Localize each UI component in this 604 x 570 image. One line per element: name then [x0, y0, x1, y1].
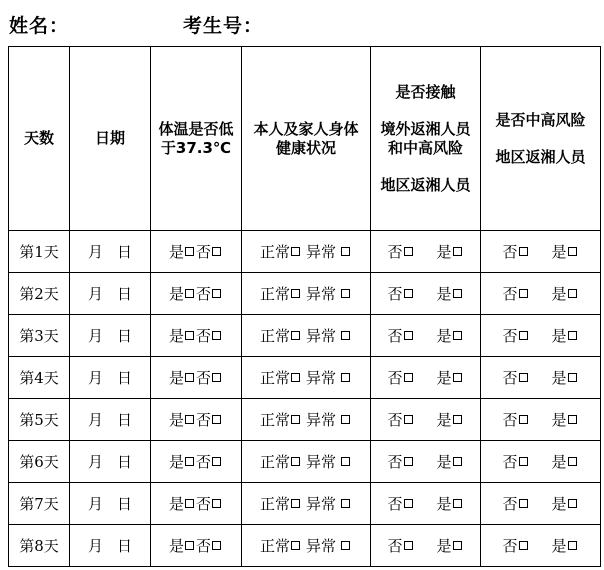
health-abnormal-option[interactable]: 异常	[306, 409, 352, 430]
column-header-contact	[371, 47, 481, 231]
checkbox-icon[interactable]	[212, 541, 221, 550]
day-cell	[9, 525, 70, 567]
table-header-row	[9, 47, 601, 231]
contact-cell	[371, 483, 481, 525]
checkbox-icon[interactable]	[185, 247, 194, 256]
temp-yes-option[interactable]: 是	[169, 325, 196, 346]
month-label: 月	[87, 411, 103, 429]
checkbox-icon[interactable]	[212, 415, 221, 424]
checkbox-icon[interactable]	[341, 541, 350, 550]
risk-area-cell	[481, 273, 601, 315]
checkbox-icon[interactable]	[404, 289, 413, 298]
table-row	[9, 231, 601, 273]
checkbox-icon[interactable]	[185, 331, 194, 340]
day-cell	[9, 231, 70, 273]
checkbox-icon[interactable]	[519, 415, 528, 424]
contact-no-option[interactable]: 否	[387, 493, 414, 514]
risk-area-cell	[481, 525, 601, 567]
risk-yes-option[interactable]: 是	[552, 535, 579, 556]
checkbox-icon[interactable]	[453, 247, 462, 256]
day-unit-label: 日	[117, 369, 133, 387]
risk-area-cell	[481, 231, 601, 273]
date-cell[interactable]	[70, 315, 151, 357]
date-cell[interactable]	[70, 273, 151, 315]
day-unit-label: 日	[117, 495, 133, 513]
health-normal-option[interactable]: 正常	[260, 367, 302, 388]
contact-yes-option[interactable]: 是	[437, 493, 464, 514]
day-cell	[9, 483, 70, 525]
risk-yes-option[interactable]: 是	[552, 493, 579, 514]
checkbox-icon[interactable]	[185, 415, 194, 424]
checkbox-icon[interactable]	[212, 289, 221, 298]
contact-yes-option[interactable]: 是	[437, 283, 464, 304]
health-abnormal-option[interactable]: 异常	[306, 283, 352, 304]
risk-no-option[interactable]: 否	[502, 493, 529, 514]
checkbox-icon[interactable]	[519, 289, 528, 298]
day-unit-label: 日	[117, 243, 133, 261]
checkbox-icon[interactable]	[404, 373, 413, 382]
temperature-cell	[151, 483, 242, 525]
risk-no-option[interactable]: 否	[502, 367, 529, 388]
checkbox-icon[interactable]	[453, 415, 462, 424]
risk-no-option[interactable]: 否	[502, 283, 529, 304]
day-unit-label: 日	[117, 327, 133, 345]
contact-no-option[interactable]: 否	[387, 367, 414, 388]
checkbox-icon[interactable]	[185, 457, 194, 466]
risk-area-cell	[481, 399, 601, 441]
checkbox-icon[interactable]	[341, 289, 350, 298]
checkbox-icon[interactable]	[453, 457, 462, 466]
health-normal-option[interactable]: 正常	[260, 283, 302, 304]
risk-area-cell	[481, 483, 601, 525]
checkbox-icon[interactable]	[291, 289, 300, 298]
table-row	[9, 399, 601, 441]
checkbox-icon[interactable]	[453, 373, 462, 382]
checkbox-icon[interactable]	[568, 373, 577, 382]
risk-header-line2: 地区返湘人员	[495, 147, 586, 166]
risk-no-option[interactable]: 否	[502, 451, 529, 472]
checkbox-icon[interactable]	[185, 499, 194, 508]
temp-no-option[interactable]: 否	[196, 241, 223, 262]
checkbox-icon[interactable]	[453, 499, 462, 508]
day-cell	[9, 273, 70, 315]
checkbox-icon[interactable]	[212, 247, 221, 256]
temp-yes-option[interactable]: 是	[169, 535, 196, 556]
checkbox-icon[interactable]	[341, 331, 350, 340]
health-cell	[242, 231, 371, 273]
day-unit-label: 日	[117, 285, 133, 303]
checkbox-icon[interactable]	[519, 457, 528, 466]
checkbox-icon[interactable]	[404, 247, 413, 256]
risk-no-option[interactable]: 否	[502, 535, 529, 556]
exam-number-label: 考生号：	[183, 15, 264, 37]
form-header	[0, 0, 604, 46]
checkbox-icon[interactable]	[519, 247, 528, 256]
temperature-cell	[151, 231, 242, 273]
risk-yes-option[interactable]: 是	[552, 451, 579, 472]
column-header-day: 天数	[9, 47, 70, 231]
table-row	[9, 483, 601, 525]
table-row	[9, 315, 601, 357]
risk-yes-option[interactable]: 是	[552, 367, 579, 388]
risk-area-cell	[481, 315, 601, 357]
checkbox-icon[interactable]	[453, 289, 462, 298]
health-cell	[242, 273, 371, 315]
health-normal-option[interactable]: 正常	[260, 241, 302, 262]
contact-cell	[371, 399, 481, 441]
risk-area-cell	[481, 441, 601, 483]
checkbox-icon[interactable]	[212, 457, 221, 466]
contact-no-option[interactable]: 否	[387, 451, 414, 472]
temp-no-option[interactable]: 否	[196, 283, 223, 304]
checkbox-icon[interactable]	[185, 373, 194, 382]
checkbox-icon[interactable]	[185, 289, 194, 298]
checkbox-icon[interactable]	[568, 541, 577, 550]
month-label: 月	[87, 243, 103, 261]
contact-cell	[371, 273, 481, 315]
column-header-risk-area	[481, 47, 601, 231]
month-label: 月	[87, 285, 103, 303]
day-cell	[9, 315, 70, 357]
day-label: 第2天	[19, 285, 59, 303]
table-row	[9, 441, 601, 483]
health-cell	[242, 399, 371, 441]
risk-area-cell	[481, 357, 601, 399]
temp-no-option[interactable]: 否	[196, 451, 223, 472]
date-cell[interactable]	[70, 399, 151, 441]
contact-header-line1: 是否接触	[395, 82, 456, 101]
contact-no-option[interactable]: 否	[387, 409, 414, 430]
checkbox-icon[interactable]	[291, 247, 300, 256]
temperature-cell	[151, 441, 242, 483]
checkbox-icon[interactable]	[291, 457, 300, 466]
checkbox-icon[interactable]	[341, 373, 350, 382]
checkbox-icon[interactable]	[341, 247, 350, 256]
contact-cell	[371, 525, 481, 567]
temp-yes-option[interactable]: 是	[169, 493, 196, 514]
temp-yes-option[interactable]: 是	[169, 241, 196, 262]
checkbox-icon[interactable]	[185, 541, 194, 550]
day-label: 第3天	[19, 327, 59, 345]
risk-yes-option[interactable]: 是	[552, 409, 579, 430]
health-cell	[242, 315, 371, 357]
risk-yes-option[interactable]: 是	[552, 241, 579, 262]
day-unit-label: 日	[117, 411, 133, 429]
contact-no-option[interactable]: 否	[387, 283, 414, 304]
temp-yes-option[interactable]: 是	[169, 451, 196, 472]
contact-yes-option[interactable]: 是	[437, 367, 464, 388]
contact-cell	[371, 231, 481, 273]
checkbox-icon[interactable]	[519, 499, 528, 508]
day-label: 第7天	[19, 495, 59, 513]
temp-no-option[interactable]: 否	[196, 325, 223, 346]
checkbox-icon[interactable]	[404, 331, 413, 340]
risk-no-option[interactable]: 否	[502, 241, 529, 262]
contact-header-line2: 境外返湘人员和中高风险	[380, 119, 471, 157]
day-cell	[9, 357, 70, 399]
health-abnormal-option[interactable]: 异常	[306, 325, 352, 346]
day-label: 第4天	[19, 369, 59, 387]
checkbox-icon[interactable]	[212, 373, 221, 382]
checkbox-icon[interactable]	[453, 331, 462, 340]
risk-yes-option[interactable]: 是	[552, 325, 579, 346]
contact-yes-option[interactable]: 是	[437, 241, 464, 262]
checkbox-icon[interactable]	[568, 457, 577, 466]
checkbox-icon[interactable]	[291, 415, 300, 424]
checkbox-icon[interactable]	[404, 415, 413, 424]
health-abnormal-option[interactable]: 异常	[306, 241, 352, 262]
checkbox-icon[interactable]	[568, 247, 577, 256]
checkbox-icon[interactable]	[568, 289, 577, 298]
temperature-cell	[151, 399, 242, 441]
health-normal-option[interactable]: 正常	[260, 493, 302, 514]
contact-no-option[interactable]: 否	[387, 535, 414, 556]
day-label: 第6天	[19, 453, 59, 471]
temp-no-option[interactable]: 否	[196, 535, 223, 556]
day-cell	[9, 441, 70, 483]
checkbox-icon[interactable]	[291, 373, 300, 382]
health-normal-option[interactable]: 正常	[260, 325, 302, 346]
column-header-temperature: 体温是否低于37.3℃	[151, 47, 242, 231]
checkbox-icon[interactable]	[519, 373, 528, 382]
checkbox-icon[interactable]	[404, 457, 413, 466]
table-row	[9, 357, 601, 399]
temperature-cell	[151, 273, 242, 315]
table-row	[9, 525, 601, 567]
month-label: 月	[87, 327, 103, 345]
checkbox-icon[interactable]	[519, 331, 528, 340]
temp-no-option[interactable]: 否	[196, 409, 223, 430]
month-label: 月	[87, 537, 103, 555]
contact-yes-option[interactable]: 是	[437, 409, 464, 430]
health-normal-option[interactable]: 正常	[260, 451, 302, 472]
risk-no-option[interactable]: 否	[502, 325, 529, 346]
contact-header-line3: 地区返湘人员	[380, 175, 471, 194]
checkbox-icon[interactable]	[341, 415, 350, 424]
checkbox-icon[interactable]	[404, 541, 413, 550]
health-cell	[242, 357, 371, 399]
contact-no-option[interactable]: 否	[387, 241, 414, 262]
health-cell	[242, 525, 371, 567]
month-label: 月	[87, 369, 103, 387]
day-unit-label: 日	[117, 537, 133, 555]
checkbox-icon[interactable]	[291, 541, 300, 550]
health-cell	[242, 441, 371, 483]
checkbox-icon[interactable]	[291, 331, 300, 340]
day-label: 第8天	[19, 537, 59, 555]
day-label: 第1天	[19, 243, 59, 261]
temp-no-option[interactable]: 否	[196, 493, 223, 514]
health-abnormal-option[interactable]: 异常	[306, 367, 352, 388]
health-normal-option[interactable]: 正常	[260, 535, 302, 556]
temperature-cell	[151, 357, 242, 399]
day-label: 第5天	[19, 411, 59, 429]
health-abnormal-option[interactable]: 异常	[306, 451, 352, 472]
column-header-date: 日期	[70, 47, 151, 231]
temperature-cell	[151, 315, 242, 357]
table-row	[9, 273, 601, 315]
checkbox-icon[interactable]	[341, 499, 350, 508]
date-cell[interactable]	[70, 525, 151, 567]
month-label: 月	[87, 495, 103, 513]
temp-yes-option[interactable]: 是	[169, 283, 196, 304]
date-cell[interactable]	[70, 441, 151, 483]
checkbox-icon[interactable]	[212, 331, 221, 340]
day-unit-label: 日	[117, 453, 133, 471]
contact-yes-option[interactable]: 是	[437, 451, 464, 472]
column-header-health: 本人及家人身体健康状况	[242, 47, 371, 231]
temperature-cell	[151, 525, 242, 567]
checkbox-icon[interactable]	[212, 499, 221, 508]
date-cell[interactable]	[70, 231, 151, 273]
health-cell	[242, 483, 371, 525]
name-label: 姓名：	[9, 15, 70, 37]
checkbox-icon[interactable]	[404, 499, 413, 508]
health-record-table	[8, 46, 601, 567]
risk-yes-option[interactable]: 是	[552, 283, 579, 304]
checkbox-icon[interactable]	[519, 541, 528, 550]
risk-header-line1: 是否中高风险	[495, 110, 586, 129]
contact-cell	[371, 315, 481, 357]
temp-yes-option[interactable]: 是	[169, 409, 196, 430]
day-cell	[9, 399, 70, 441]
date-cell[interactable]	[70, 357, 151, 399]
checkbox-icon[interactable]	[568, 499, 577, 508]
checkbox-icon[interactable]	[568, 331, 577, 340]
contact-no-option[interactable]: 否	[387, 325, 414, 346]
contact-yes-option[interactable]: 是	[437, 535, 464, 556]
contact-cell	[371, 441, 481, 483]
checkbox-icon[interactable]	[568, 415, 577, 424]
month-label: 月	[87, 453, 103, 471]
checkbox-icon[interactable]	[291, 499, 300, 508]
risk-no-option[interactable]: 否	[502, 409, 529, 430]
date-cell[interactable]	[70, 483, 151, 525]
temp-no-option[interactable]: 否	[196, 367, 223, 388]
health-normal-option[interactable]: 正常	[260, 409, 302, 430]
health-abnormal-option[interactable]: 异常	[306, 535, 352, 556]
health-abnormal-option[interactable]: 异常	[306, 493, 352, 514]
temp-yes-option[interactable]: 是	[169, 367, 196, 388]
contact-yes-option[interactable]: 是	[437, 325, 464, 346]
checkbox-icon[interactable]	[453, 541, 462, 550]
contact-cell	[371, 357, 481, 399]
checkbox-icon[interactable]	[341, 457, 350, 466]
